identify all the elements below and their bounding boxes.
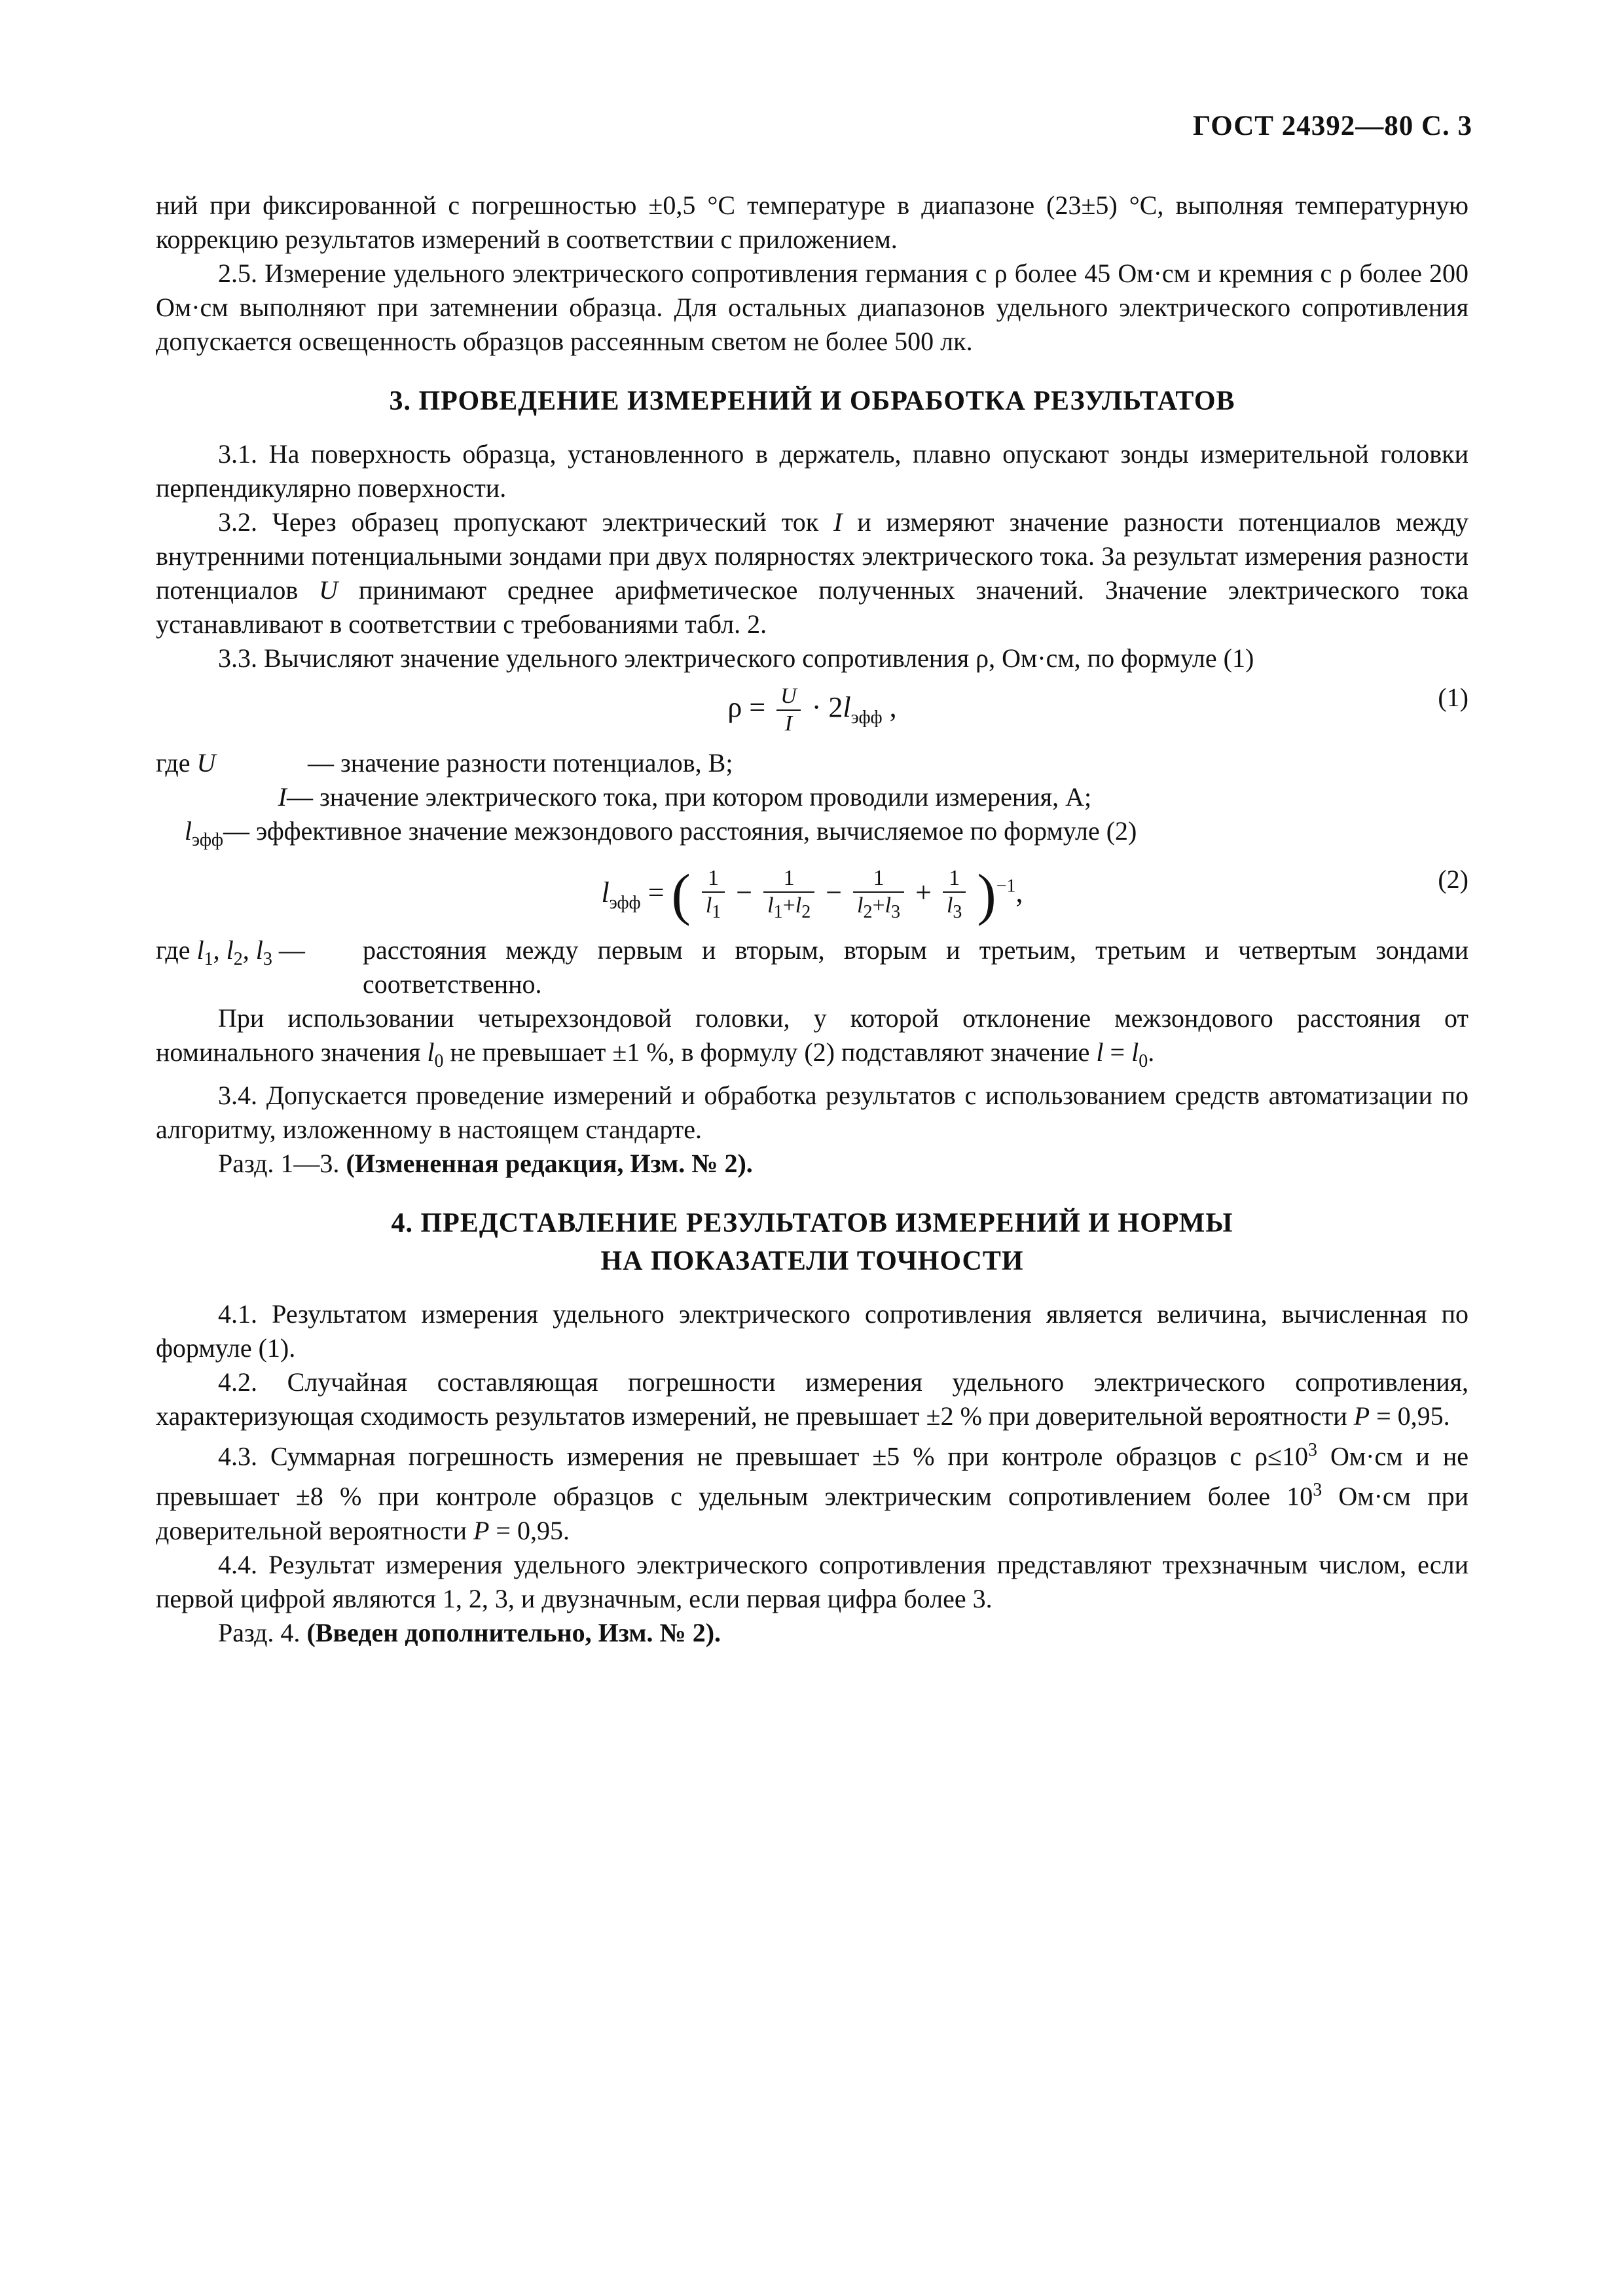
section-3-title: 3. ПРОВЕДЕНИЕ ИЗМЕРЕНИЙ И ОБРАБОТКА РЕЗУЛЬТАТОВ (389, 386, 1235, 416)
paragraph-2-5: 2.5. Измерение удельного электрического сопротивления германия с ρ более 45 Ом·см и кремния с ρ более 200 Ом·см выполняют при затемнении образца. Для остальных диапазонов удельного электрического сопротивления допускается освещенность образцов рассеянным светом не более 500 лк. (156, 259, 1468, 356)
paragraph-4-4: 4.4. Результат измерения удельного электрического сопротивления представляют трехзначным числом, если первой цифрой являются 1, 2, 3, и двузначным, если первая цифра более 3. (156, 1549, 1468, 1613)
section-4-title: 4. ПРЕДСТАВЛЕНИЕ РЕЗУЛЬТАТОВ ИЗМЕРЕНИЙ И НОРМЫ НА ПОКАЗАТЕЛИ ТОЧНОСТИ (391, 1208, 1233, 1276)
paragraph-3-1: 3.1. На поверхность образца, установленного в держатель, плавно опускают зонды измерительной головки перпендикулярно поверхности. (156, 439, 1468, 503)
paragraph-4-1: 4.1. Результатом измерения удельного электрического сопротивления является величина, вычисленная по формуле (1). (156, 1299, 1468, 1363)
paragraph-3-3: 3.3. Вычисляют значение удельного электрического сопротивления ρ, Ом·см, по формуле (1) (218, 643, 1254, 673)
section-4-amendment-note: Разд. 4. (Введен дополнительно, Изм. № 2). (218, 1617, 721, 1647)
definition-l1-l2-l3: где $l_1$, $l_2$, $l_3$ — расстояния между первым и вторым, вторым и третьим, третьим и четвертым зондами соответственно. (156, 935, 1468, 999)
definition-I: I — значение электрического тока, при котором проводили измерения, А; (278, 782, 1092, 812)
formula-2-number: (2) (1438, 865, 1468, 894)
section-3-amendment-note: Разд. 1—3. (Измененная редакция, Изм. № 2). (218, 1149, 753, 1178)
paragraph-continued: ний при фиксированной с погрешностью ±0,5 °С температуре в диапазоне (23±5) °С, выполняя температурную коррекцию результатов измерений в соответствии с приложением. (156, 190, 1468, 254)
paragraph-4-2: 4.2. Случайная составляющая погрешности измерения удельного электрического сопротивления, характеризующая сходимость результатов измерений, не превышает ±2 % при доверительной вероятности P = 0,95. (156, 1367, 1468, 1431)
formula-1-number: (1) (1438, 683, 1468, 712)
page-header: ГОСТ 24392—80 С. 3 (1192, 111, 1472, 141)
paragraph-3-2: 3.2. Через образец пропускают электрический ток I и измеряют значение разности потенциалов между внутренними потенциальными зондами при двух полярностях электрического тока. За результат измерения разности потенциалов U принимают среднее арифметическое полученных значений. Значение электрического тока устанавливают в соответствии с требованиями табл. 2. (156, 507, 1468, 639)
definition-l-eff: $l_{эфф}$ — эффективное значение межзондового расстояния, вычисляемое по формуле (2) (184, 816, 1137, 850)
document-body (156, 188, 1468, 1650)
paragraph-4-3: 4.3. Суммарная погрешность измерения не превышает ±5 % при контроле образцов с $\rho\le 10^3$ Ом·см и не превышает ±8 % при контроле образцов с удельным электрическим сопротивлением более $10^3$ Ом·см при доверительной вероятности P = 0,95. (156, 1440, 1469, 1545)
paragraph-3-4: 3.4. Допускается проведение измерений и обработка результатов с использованием средств автоматизации по алгоритму, изложенному в настоящем стандарте. (156, 1081, 1468, 1144)
formula-1: ρ = $\frac{U}{I}$ · $2l_{эфф}$ , (1) (156, 681, 1468, 741)
definition-U: где U — значение разности потенциалов, В; (156, 748, 733, 778)
paragraph-four-probe: При использовании четырехзондовой головки, у которой отклонение межзондового расстояния от номинального значения $l_0$ не превышает ±1 %, в формулу (2) подставляют значение $l = l_0$. (156, 1003, 1468, 1071)
formula-2: $l_{эфф}$ = ( $\frac{1}{l_1}$ − $\frac{1}{l_1+l_2}$ − $\frac{1}{l_2+l_3}$ + $\frac{1}{l_3}$ )$^{-1}$, (2) (601, 863, 1468, 927)
